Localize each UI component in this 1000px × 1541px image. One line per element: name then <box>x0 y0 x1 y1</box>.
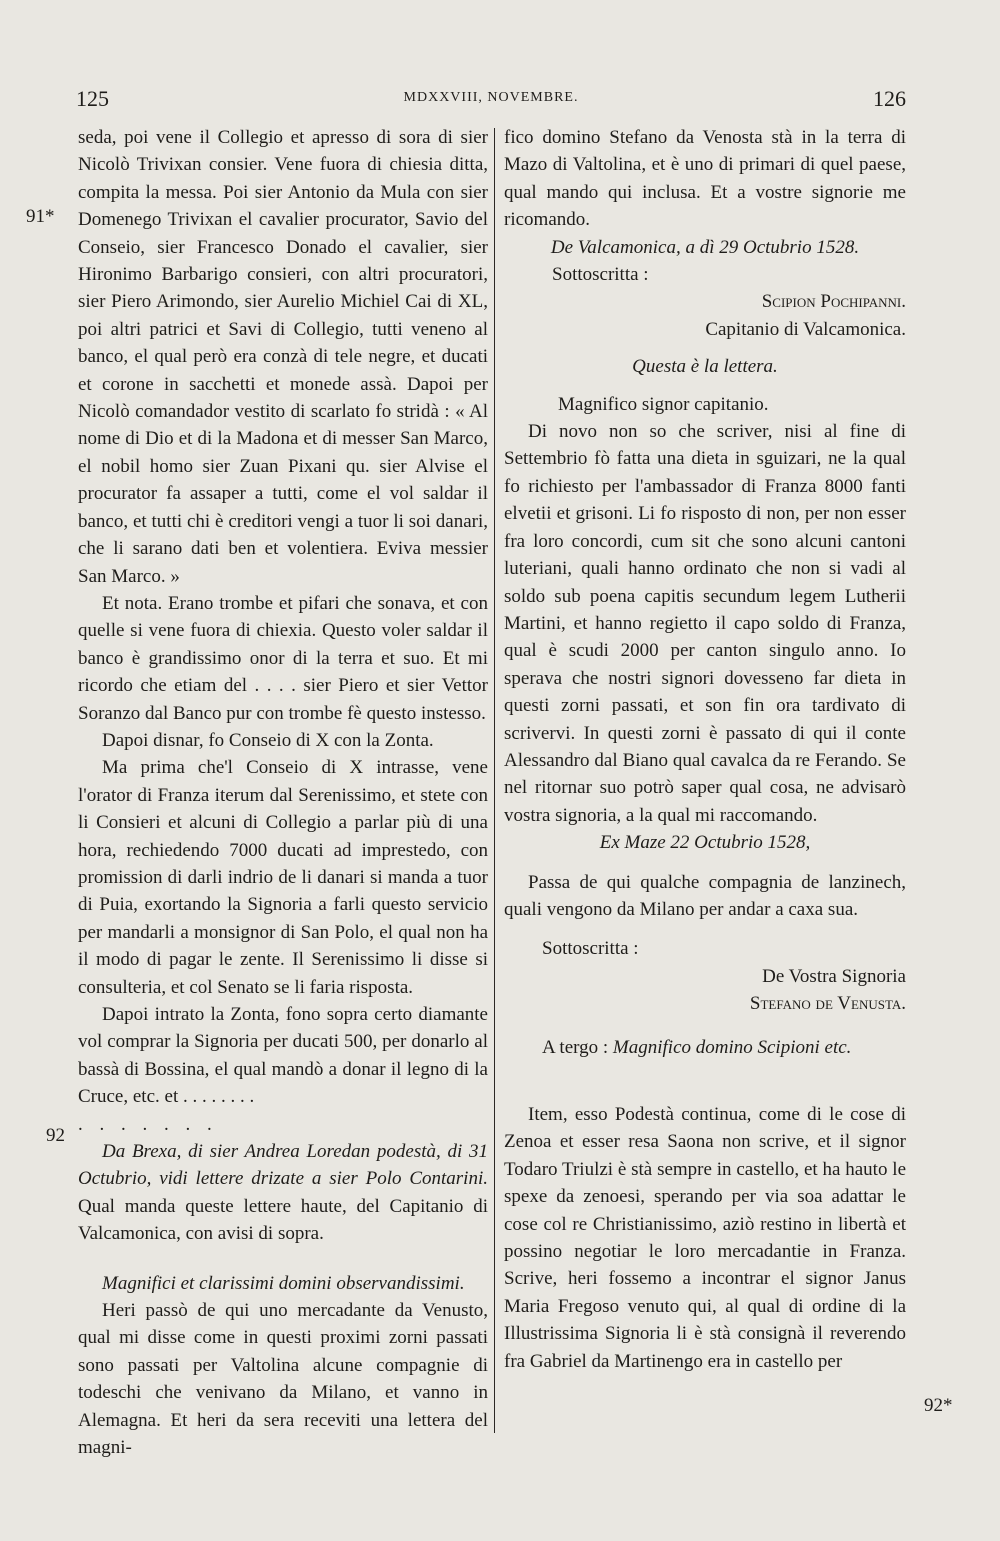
left-column <box>78 124 488 1462</box>
address-label: A tergo : <box>542 1036 609 1058</box>
page-number-left: 125 <box>76 86 109 111</box>
spacer <box>504 923 906 935</box>
paragraph <box>78 1138 488 1248</box>
address-text: Magnifico domino Scipioni etc. <box>612 1036 852 1058</box>
spacer <box>504 1018 906 1034</box>
signatory-name: Stefano de Venusta. <box>749 993 906 1015</box>
paragraph: Dapoi disnar, fo Conseio di X con la Zonta. <box>102 729 434 751</box>
ellipsis-line: . . . . . . . <box>78 1113 218 1135</box>
dateline: Ex Maze 22 Octubrio 1528, <box>599 832 811 854</box>
paragraph: Ma prima che'l Conseio di X intrasse, vene l'orator di Franza iterum dal Serenissimo, et stete con li Consieri et alcuni di Collegio a parlar più di una hora, rechiedendo 7000 ducati ad imprestedo, con promission di darli indrio de li danari si manda a tuor di Puia, exortando la Signoria a farli questo servicio per mandarli a monsignor di San Polo, el qual non ha il modo di pagar le zente. Il Serenissimo li disse si consulteria, et col Senato se li faria risposta. <box>78 757 488 998</box>
section-heading: Questa è la lettera. <box>632 356 778 378</box>
letter-heading: Da Brexa, di sier Andrea Loredan podestà, di 31 Octubrio, vidi lettere drizate a sier Polo Contarini. <box>78 1141 488 1190</box>
signatory-title: Capitanio di Valcamonica. <box>705 318 906 340</box>
paragraph: Passa de qui qualche compagnia de lanzinech, quali vengono da Milano per andar a caxa sua. <box>504 871 906 920</box>
dateline: De Valcamonica, a dì 29 Octubrio 1528. <box>550 236 860 258</box>
margin-note-92-star: 92* <box>924 1395 953 1416</box>
paragraph: Item, esso Podestà continua, come di le cose di Zenoa et esser resa Saona non scrive, et il signor Todaro Triulzi è stà sempre in castello, et ha hauto le spexe da zenoesi, sperando per via soa adattar le cose col re Christianissimo, aziò restino in libertà et possino negotiar le loro mercadantie in Franza. Scrive, heri fossemo a incontrar el signor Janus Maria Fregoso venuto qui, al qual di ordine di la Illustrissima Signoria li è stà consignà il reverendo fra Gabriel da Martinengo era in castello per <box>504 1104 906 1372</box>
signatory-name: Scipion Pochipanni. <box>761 291 906 313</box>
page-number-right: 126 <box>873 86 906 111</box>
paragraph-continuation: Qual manda queste lettere haute, del Capitanio di Valcamonica, con avisi di sopra. <box>78 1195 488 1245</box>
margin-note-91: 91* <box>26 206 55 227</box>
spacer <box>504 381 906 391</box>
spacer <box>504 343 906 353</box>
address-line <box>504 1034 906 1061</box>
running-title: MDXXVIII, NOVEMBRE. <box>403 90 579 105</box>
signature-label: Sottoscritta : <box>552 264 649 286</box>
signature-closing: De Vostra Signoria <box>762 965 906 987</box>
spacer <box>504 857 906 869</box>
paragraph: Dapoi intrato la Zonta, fono sopra certo diamante vol comprar la Signoria per ducati 500, per donarlo al bassà di Bossina, el qual mandò a donar il legno di la Cruce, etc. et . . . . . . . . <box>78 1004 488 1108</box>
margin-note-92: 92 <box>46 1125 65 1146</box>
spacer <box>78 1248 488 1270</box>
paragraph: Heri passò de qui uno mercadante da Venusto, qual mi disse come in questi proximi zorni passati sono passati per Valtolina alcune compagnie di todeschi che venivano da Milano, et vanno in Alemagna. Et heri da sera receviti una lettera del magni- <box>78 1300 488 1459</box>
paragraph: Et nota. Erano trombe et pifari che sonava, et con quelle si vene fuora di chiexia. Questo voler saldar il banco è grandissimo onor di la terra et suo. Et mi ricordo che etiam del . . . . sier Piero et sier Vettor Soranzo dal Banco pur con trombe fè questo instesso. <box>78 592 488 724</box>
salutation: Magnifico signor capitanio. <box>558 393 769 415</box>
column-divider <box>494 128 495 1433</box>
paragraph: seda, poi vene il Collegio et apresso di sora di sier Nicolò Trivixan consier. Vene fuora di chiesia ditta, compita la messa. Poi sier Antonio da Mula con sier Domenego Trivixan el cavalier procurator, Savio del Conseio, sier Francesco Donado el cavalier, sier Hironimo Barbarigo consieri, con altri procuratori, sier Piero Arimondo, sier Aurelio Michiel Cai di XL, poi altri patrici et Savi di Collegio, tutti veneno al banco, el qual però era conzà di tele negre, et ducati et corone in sacchetti et monede assà. Dapoi per Nicolò comandador vestito di scarlato fo stridà : « Al nome di Dio et di la Madona et di messer San Marco, el nobil homo sier Zuan Pixani qu. sier Alvise el procurator fa assaper a tutti, come el vol saldar il banco, et tutti chi è creditori vengi a tuor li soi danari, che li sarano dati ben et volentiera. Eviva messier San Marco. » <box>78 127 488 587</box>
salutation: Magnifici et clarissimi domini observandissimi. <box>102 1272 465 1294</box>
signature-label: Sottoscritta : <box>542 938 639 960</box>
right-column <box>504 124 906 1375</box>
paragraph: Di novo non so che scriver, nisi al fine di Settembrio fò fatta una dieta in sguizari, ne la qual fo richiesto per l'ambassador di Franza 8000 fanti elvetii et grisoni. Li fo risposto di non, per non esser fra loro concordi, cum sit che sono alcuni cantoni luteriani, quali hanno ordinato che non si vadi al soldo sub poena capitis secundum legem Lutherii Martini, et hanno regietto il capo soldo di Franza, qual è scudi 2000 per canton singulo anno. Io sperava che nostri signori dovesseno far dieta in questi zorni passati, et son fin ora tardivato di scrivervi. In questi zorni è passato di qui il conte Alessandro dal Biano qual cavalca da re Ferando. Se nel ritornar suo potrò saper qual cosa, ne advisarò vostra signoria, a la qual mi raccomando. <box>504 421 906 826</box>
page-header <box>76 86 906 114</box>
spacer <box>504 1061 906 1101</box>
paragraph: fico domino Stefano da Venosta stà in la terra di Mazo di Valtolina, et è uno di primari di quel paese, qual mando qui inclusa. Et a vostre signorie me ricomando. <box>504 127 906 231</box>
